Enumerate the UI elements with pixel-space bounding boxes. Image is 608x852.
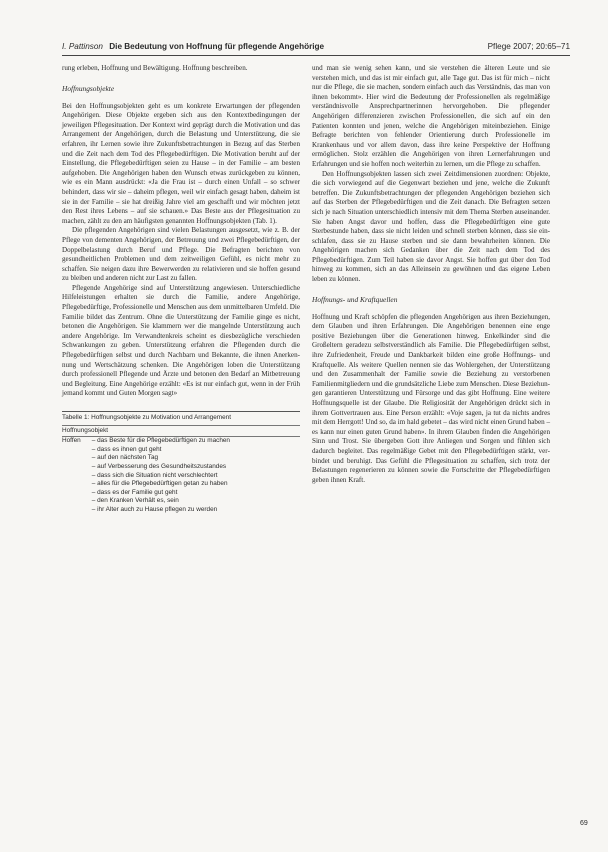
list-item: – dass es der Familie gut geht (91, 488, 178, 496)
header-journal: Pflege 2007; 20:65–71 (487, 42, 570, 51)
table-1 (62, 411, 300, 515)
table-row (62, 437, 300, 514)
list-item: – dass es ihnen gut geht (91, 445, 162, 453)
table-header: Hoffnungsobjekt (62, 425, 300, 438)
paragraph: und man sie wenig sehen kann, und sie verstehen die älteren Leute und sie verstehen mich, und das ist mir einfach gut, alle Tage gut. Das ist für mich – nicht nur die Pflege, die sie machen, sondern einfach auch das Verständnis, das man von ihnen bekommt». Hier wird die Bedeutung der Professionellen als regelmäßige verständnisvolle Ansprechpartnerinnen hervorgehoben. Die pflegender Angehörigen differenzieren zwischen Professionellen, die sich auf ein den Patienten konnten und jenen, welche die Angehörigen miteinbeziehen. Einige Befragte berichten von fehlender Orientierung durch Professionelle im Krankenhaus und vor allem davon, dass ihre keine Perspektive der Hoffnung ermöglichen. Stolz erzählen die Angehörigen von ihren Lernerfahrungen und Erfahrungen und sie hoffen noch weiterhin zu lernen, um die Pflege zu schaffen. (312, 64, 550, 168)
list-item: – das Beste für die Pflegebedürftigen zu machen (91, 437, 230, 445)
table-row-label: Hoffen (62, 437, 81, 445)
list-item: – alles für die Pflegebedürftigen getan zu haben (91, 480, 228, 488)
running-header (62, 42, 570, 54)
right-column (312, 64, 550, 485)
list-item: – ihr Alter auch zu Hause pflegen zu werden (91, 505, 218, 513)
list-item: – auf Verbesserung des Gesundheitszustandes (91, 462, 227, 470)
header-title: Die Bedeutung von Hoffnung für pflegende Angehörige (109, 42, 325, 51)
section-heading-hoffnungsquellen: Hoffnungs- und Kraftquellen (312, 294, 398, 304)
header-rule (62, 55, 570, 56)
paragraph: Hoffnung und Kraft schöpfen die pflegenden Angehörigen aus ihren Beziehungen, dem Glauben und ihren Erfahrungen. Die Angehörigen benennen eine enge positive Beziehungen über die Generationen hinweg. Enkelkinder sind die Großeltern geradezu selbstverständlich als Familie. Die Pflegebedürftigen selbst, ihre Zufriedenheit, Freude und Dankbarkeit bilden eine große Hoffnungs- und Kraftquelle. Als weitere Quellen nennen sie das Wohlergehen, der Unterstützung und den Zusammenhalt der Familie sowie die Beziehung zu verstorbenen Familienmitgliedern und die grundsätzliche Liebe zum Menschen. Diese Beziehungen garantieren Unterstützung und Fürsorge und das gibt Hoffnung. Eine weitere Hoffnungsquelle ist der Glaube. Die Religiosität der Angehörigen drückt sich in ihrem Gottvertrauen aus. Eine Person erzählt: «Voje sagen, ja tut da nichts andres mit dem Herrgott! Und so, da im hald gebetet – das wird nicht einen Grund haben – es kann nur einen guten Grund haben». In ihrem Glauben finden die Angehörigen Sinn und Trost. Sie übergeben Gott ihre Anliegen und Sorgen und fühlen sich dadurch begleitet. Das regelmäßige Gebet mit den Pflegebedürftigen stärkt, verbindet und beruhigt. Das Gefühl die Pflegesituation zu schaffen, sich trotz der Belastungen regenerieren zu können sowie die Fortschritte der Pflegebedürftigen geben ihnen Kraft. (312, 312, 550, 484)
list-item: – den Kranken Verhält es, sein (91, 497, 179, 505)
table-caption: Tabelle 1: Hoffnungsobjekte zu Motivation und Arrangement (62, 411, 300, 423)
section-heading-hoffnungsobjekte: Hoffnungsobjekte (62, 83, 115, 93)
left-column (62, 64, 300, 515)
header-author: I. Pattinson (62, 42, 103, 51)
list-item: – auf den nächsten Tag (91, 454, 159, 462)
paragraph: Den Hoffnungsobjekten lassen sich zwei Zeitdimensionen zuordnen: Objekte, die sich vorwiegend auf die Gegenwart beziehen und jene, welche die Zukunft betreffen. Die Zukunftsbetrachtungen der pflegenden Angehörigen beziehen sich auf das Sterben der Pflegebedürftigen und die Zeit danach. Die Befragten setzen sich je nach Situation unterschiedlich intensiv mit dem Thema Sterben auseinander. Sie haben Angst davor und hoffen, dass die Pflegebedürftigen eine gute Sterbestunde haben, dass sie nicht leiden und schnell sterben können, dass sie einschlafen, dass sie zu Hause sterben und sie dann bewahrheiten können. Die Angehörigen machen sich Gedanken über die Zeit nach dem Tod des Pflegebedürftigen. Zum Teil haben sie davor Angst. Sie hoffen gut über den Tod hinweg zu kommen, sich an das Alleinsein zu gewöhnen und das eigene Leben leben zu können. (312, 169, 550, 284)
paragraph: Bei den Hoffnungsobjekten geht es um konkrete Erwartungen der pflegenden Angehörigen. Diese Objekte ergeben sich aus den Kontextbedingungen der jeweiligen Pflegesituation. Der Kontext wird geprägt durch die Motivation und das Arrangement der Angehörigen, durch die Belastung und Unterstützung, die sie erfahren, ihr Lernen sowie ihre Zukunftsbetrachtungen in Bezug auf das Sterben und die Zeit nach dem Tod des Pflegebedürftigen. Die Motivation beruht auf der Einstellung, die Pflegebedürftigen seien zu Hause – in der Familie – am besten aufgehoben. Die Angehörigen haben den Wunsch etwas zurückgeben zu können, wie es ein Mann ausdrückt: «Ja die Frau ist – durch einen Unfall – so schwer behindert, dass wir sie – daheim pflegen, weil wir einfach gesagt haben, daheim ist sie in der Familie – sie hat dreißig Jahre viel am geschafft und wir möchten jetzt den Rest ihres Lebens – auf sie schauen.» Das Beste aus der Pflegesituation zu machen, zählt zu den am häufigsten genannten Hoffnungsobjekten (Tab. 1). (62, 101, 300, 225)
list-item: – dass sich die Situation nicht verschlechtert (91, 471, 218, 479)
paragraph: Die pflegenden Angehörigen sind vielen Belastungen ausgesetzt, wie z. B. der Pflege von dementen Angehörigen, der Betreuung und zwei Pflegebedürftigen, der Doppelbelastung durch Beruf und Pflege. Die Befragten berichten von gesundheitlichen Problemen und dem zeitweiligen Gefühl, es nicht mehr zu schaffen. Sie neigen dazu ihre Bewerwerden zu relativieren und sie hoffen gesund zu bleiben und anderen nicht zur Last zu fallen. (62, 226, 300, 283)
page-number: 69 (580, 820, 588, 827)
intro-paragraph: rung erleben, Hoffnung und Bewältigung. Hoffnung beschreiben. (62, 64, 248, 72)
table-row-items (92, 437, 298, 514)
paragraph: Pflegende Angehörige sind auf Unterstützung angewiesen. Unterschiedliche Hilfeleistungen erhalten sie durch die Familie, andere Angehörige, Pflegebedürftige, Professionelle und Menschen aus dem unmittelbaren Umfeld. Die Familie bildet das Zentrum. Ohne die Unterstützung der Familie ginge es nicht, betonen die Angehörigen. Sie klammern wer die mangelnde Unterstützung auch andere Angehörige. Im Verwandtenkreis scheint es diesbezügliche verschieden Schwankungen zu geben. Unterstützung erfahren die Pflegenden durch die Pflegebedürftigen selbst und durch Nachbarn und Bekannte, die ihnen Anerkennung und Wertschätzung schenken. Die Angehörigen loben die Unterstützung durch professionell Pflegende und Ärzte und betonen den Bedarf an Mitbetreuung und Begleitung. Eine Angehörige erzählt: «Es ist nur einfach gut, wenn in der Früh jemand kommt und Guten Morgen sagt» (62, 283, 300, 398)
